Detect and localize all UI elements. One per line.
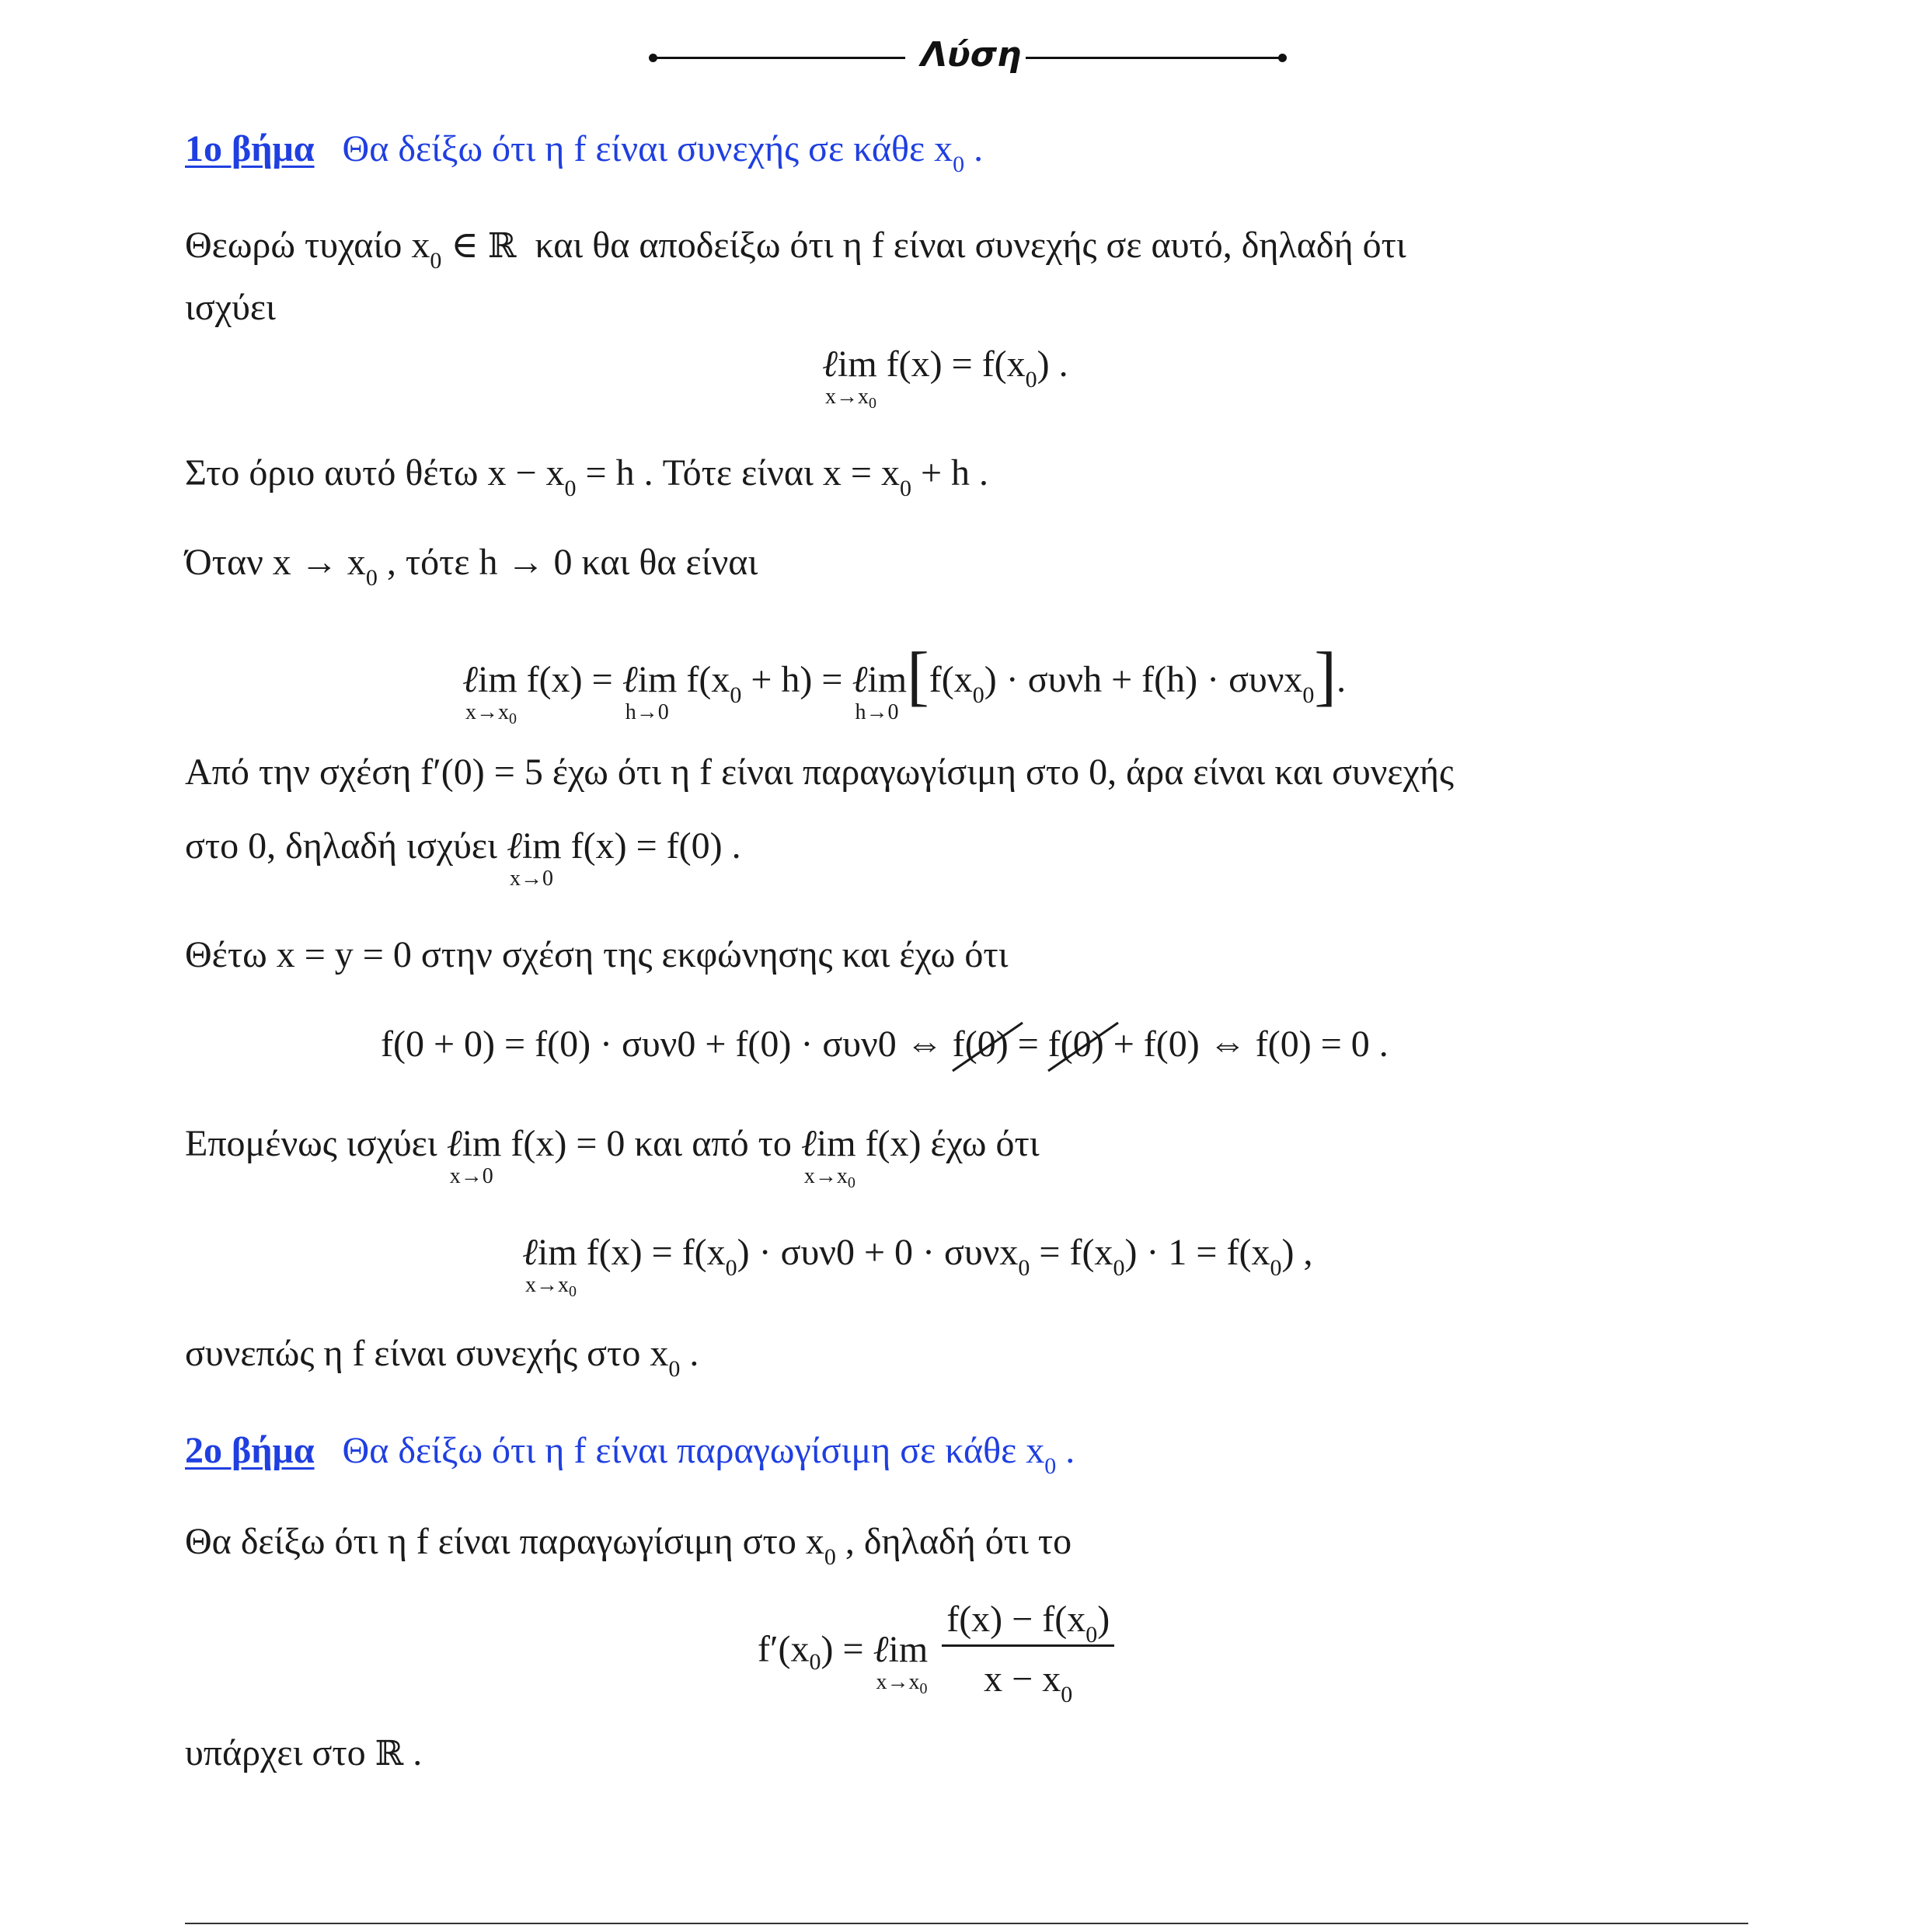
limit-subscript [876, 1669, 928, 1697]
limit-subscript [510, 868, 553, 890]
p2-sub2: 0 [899, 476, 911, 501]
step1-heading [185, 128, 984, 177]
limit-operator [852, 659, 908, 724]
header-title: Λύση [921, 35, 1022, 75]
p2-c: + h . [911, 452, 989, 493]
eq4-s2: 0 [1018, 1255, 1030, 1281]
eq1-body: f(x) = f(x [886, 344, 1026, 385]
p3-sub: 0 [365, 565, 378, 591]
eq2-part3a: f(x [929, 659, 973, 700]
eq3-a: f(0 + 0) = f(0) · συν0 + f(0) · συν0 ⇔ [381, 1024, 953, 1065]
eq4-c: = f(x [1030, 1232, 1113, 1273]
step2-end: . [1065, 1430, 1075, 1471]
right-bracket: ] [1314, 638, 1337, 713]
ell-symbol: ℓ [822, 344, 838, 385]
num-sub: 0 [1085, 1622, 1098, 1648]
paragraph-2 [185, 452, 989, 501]
eq2-part2a: f(x [686, 659, 730, 700]
limit-under-text: x→x [803, 1164, 848, 1188]
eq1-sub: 0 [1025, 367, 1037, 392]
p9-end: . [403, 1732, 423, 1773]
limit-under-text: h→0 [855, 700, 899, 724]
limit-subscript [465, 700, 517, 727]
paragraph-1-line2: ισχύει [185, 287, 276, 328]
cancel-stroke [1040, 1015, 1126, 1077]
p7-sub: 0 [668, 1356, 681, 1382]
ell-symbol: ℓ [522, 1232, 538, 1273]
limit-under-sub: 0 [509, 710, 517, 727]
cancelled-term-text: f(0) [952, 1024, 1009, 1065]
eq3-c: + f(0) ⇔ f(0) = 0 . [1103, 1024, 1389, 1065]
p6-b: f(x) = 0 και από το [510, 1123, 801, 1164]
p4-line2a: στο 0, δηλαδή ισχύει [185, 825, 507, 867]
header-right-dot [1278, 54, 1287, 62]
ell-symbol: ℓ [506, 825, 522, 867]
p1-text-a: Θεωρώ τυχαίο x [185, 225, 430, 266]
limit-under-text: x→x [825, 385, 869, 409]
p6-c: f(x) έχω ότι [865, 1123, 1040, 1164]
eq4-a: f(x) = f(x [586, 1232, 726, 1273]
paragraph-8 [185, 1521, 1072, 1570]
lim-text: im [538, 1232, 577, 1273]
lim-text: im [838, 344, 877, 385]
p1-in-symbol: ∈ [451, 225, 479, 266]
p6-a: Επομένως ισχύει [185, 1123, 447, 1164]
limit-operator [506, 825, 562, 891]
step1-text: Θα δείξω ότι η f είναι συνεχής σε κάθε x [342, 128, 953, 169]
limit-subscript [525, 1273, 577, 1300]
solution-header [0, 35, 1927, 82]
limit-under-text: x→0 [449, 1164, 493, 1188]
p2-a: Στο όριο αυτό θέτω x − x [185, 452, 565, 493]
eq2-end: . [1336, 659, 1347, 700]
eq5-lhs-b: ) = [821, 1628, 864, 1670]
p3-b: , τότε h → 0 και θα είναι [377, 542, 758, 583]
limit-under-text: x→x [876, 1669, 920, 1694]
step2-label: 2ο βήμα [185, 1430, 315, 1471]
ell-symbol: ℓ [852, 659, 868, 700]
eq2-sub4: 0 [1302, 682, 1315, 708]
limit-under-text: x→x [525, 1273, 569, 1297]
paragraph-4-line2 [185, 825, 741, 891]
lim-text: im [521, 825, 562, 867]
eq5-lhs-a: f′(x [758, 1628, 810, 1670]
paragraph-7 [185, 1333, 699, 1382]
lim-text: im [637, 659, 678, 700]
limit-under-text: x→x [465, 700, 509, 724]
p1-reals-symbol: ℝ [487, 226, 517, 266]
header-left-rule [653, 57, 905, 59]
eq1-end: ) . [1037, 344, 1068, 385]
p2-b: = h . Τότε είναι x = x [576, 452, 900, 493]
eq3-b: = [1008, 1024, 1048, 1065]
ell-symbol: ℓ [873, 1628, 889, 1670]
cancelled-term [1048, 1026, 1104, 1063]
eq4-b: ) · συν0 + 0 · συνx [737, 1232, 1019, 1273]
p7-end: . [680, 1333, 699, 1374]
limit-subscript [450, 1166, 493, 1187]
step1-end: . [974, 128, 984, 169]
den-sub: 0 [1061, 1682, 1073, 1707]
ell-symbol: ℓ [462, 659, 478, 700]
step2-heading [185, 1430, 1075, 1479]
lim-text: im [462, 1123, 502, 1164]
p8-a: Θα δείξω ότι η f είναι παραγωγίσιμη στο x [185, 1521, 824, 1562]
difference-quotient [942, 1599, 1114, 1707]
left-bracket: [ [907, 638, 929, 713]
p9-reals-symbol: ℝ [375, 1734, 404, 1773]
header-right-rule [1026, 57, 1282, 59]
p9-a: υπάρχει στο [185, 1732, 375, 1773]
step2-sub: 0 [1044, 1453, 1057, 1479]
eq4-s1: 0 [725, 1255, 737, 1281]
limit-operator [622, 659, 678, 724]
step1-label: 1ο βήμα [185, 128, 315, 169]
p4-line2b: f(x) = f(0) . [570, 825, 741, 867]
limit-subscript [855, 702, 898, 724]
equation-5 [758, 1599, 1119, 1707]
eq4-s3: 0 [1113, 1255, 1125, 1281]
limit-subscript [803, 1164, 855, 1191]
cancelled-term-text: f(0) [1047, 1024, 1104, 1065]
footer-rule [185, 1923, 1748, 1924]
lim-text: im [816, 1123, 856, 1164]
limit-under-sub: 0 [847, 1174, 855, 1191]
eq4-e: ) , [1281, 1232, 1313, 1273]
p8-sub: 0 [824, 1544, 836, 1570]
paragraph-9 [185, 1732, 423, 1773]
lim-text: im [867, 659, 908, 700]
num-a: f(x) − f(x [946, 1599, 1086, 1640]
fraction-denominator [942, 1647, 1114, 1707]
limit-subscript [825, 385, 876, 412]
ell-symbol: ℓ [622, 659, 638, 700]
eq2-sub3: 0 [972, 682, 984, 708]
eq2-sub2: 0 [730, 682, 742, 708]
eq2-part1: f(x) = [526, 659, 613, 700]
cancelled-term [953, 1026, 1009, 1063]
paragraph-1-line1 [185, 225, 1406, 274]
step2-text: Θα δείξω ότι η f είναι παραγωγίσιμη σε κάθε x [342, 1430, 1045, 1471]
limit-under-sub: 0 [919, 1679, 928, 1697]
eq4-d: ) · 1 = f(x [1124, 1232, 1270, 1273]
limit-under-sub: 0 [869, 395, 876, 412]
lim-text: im [888, 1628, 929, 1670]
p1-text-c: και θα αποδείξω ότι η f είναι συνεχής σε αυτό, δηλαδή ότι [535, 225, 1406, 266]
eq4-s4: 0 [1270, 1255, 1282, 1281]
p3-a: Όταν x → x [185, 542, 366, 583]
eq2-part2b: + h) = [741, 659, 843, 700]
limit-subscript [625, 702, 669, 724]
paragraph-4-line1: Από την σχέση f′(0) = 5 έχω ότι η f είναι παραγωγίσιμη στο 0, άρα είναι και συνεχής [185, 752, 1454, 793]
paragraph-3 [185, 542, 758, 591]
limit-operator [446, 1123, 502, 1188]
lim-text: im [478, 659, 517, 700]
equation-3 [381, 1026, 1389, 1063]
limit-under-text: x→0 [509, 867, 553, 891]
step1-sub: 0 [953, 152, 965, 177]
ell-symbol: ℓ [446, 1123, 462, 1164]
cancel-stroke [945, 1015, 1030, 1077]
limit-under-text: h→0 [625, 700, 669, 724]
p2-sub1: 0 [564, 476, 577, 501]
eq2-part3b: ) · συνh + f(h) · συνx [984, 659, 1303, 700]
num-b: ) [1097, 1599, 1110, 1640]
p8-b: , δηλαδή ότι το [835, 1521, 1072, 1562]
ell-symbol: ℓ [800, 1123, 817, 1164]
p1-sub: 0 [430, 248, 442, 274]
paragraph-5: Θέτω x = y = 0 στην σχέση της εκφώνησης και έχω ότι [185, 934, 1009, 975]
limit-under-sub: 0 [569, 1283, 577, 1300]
fraction-numerator [942, 1601, 1114, 1647]
den-a: x − x [984, 1658, 1061, 1700]
eq5-lhs-sub: 0 [809, 1648, 821, 1675]
p7-a: συνεπώς η f είναι συνεχής στο x [185, 1333, 669, 1374]
